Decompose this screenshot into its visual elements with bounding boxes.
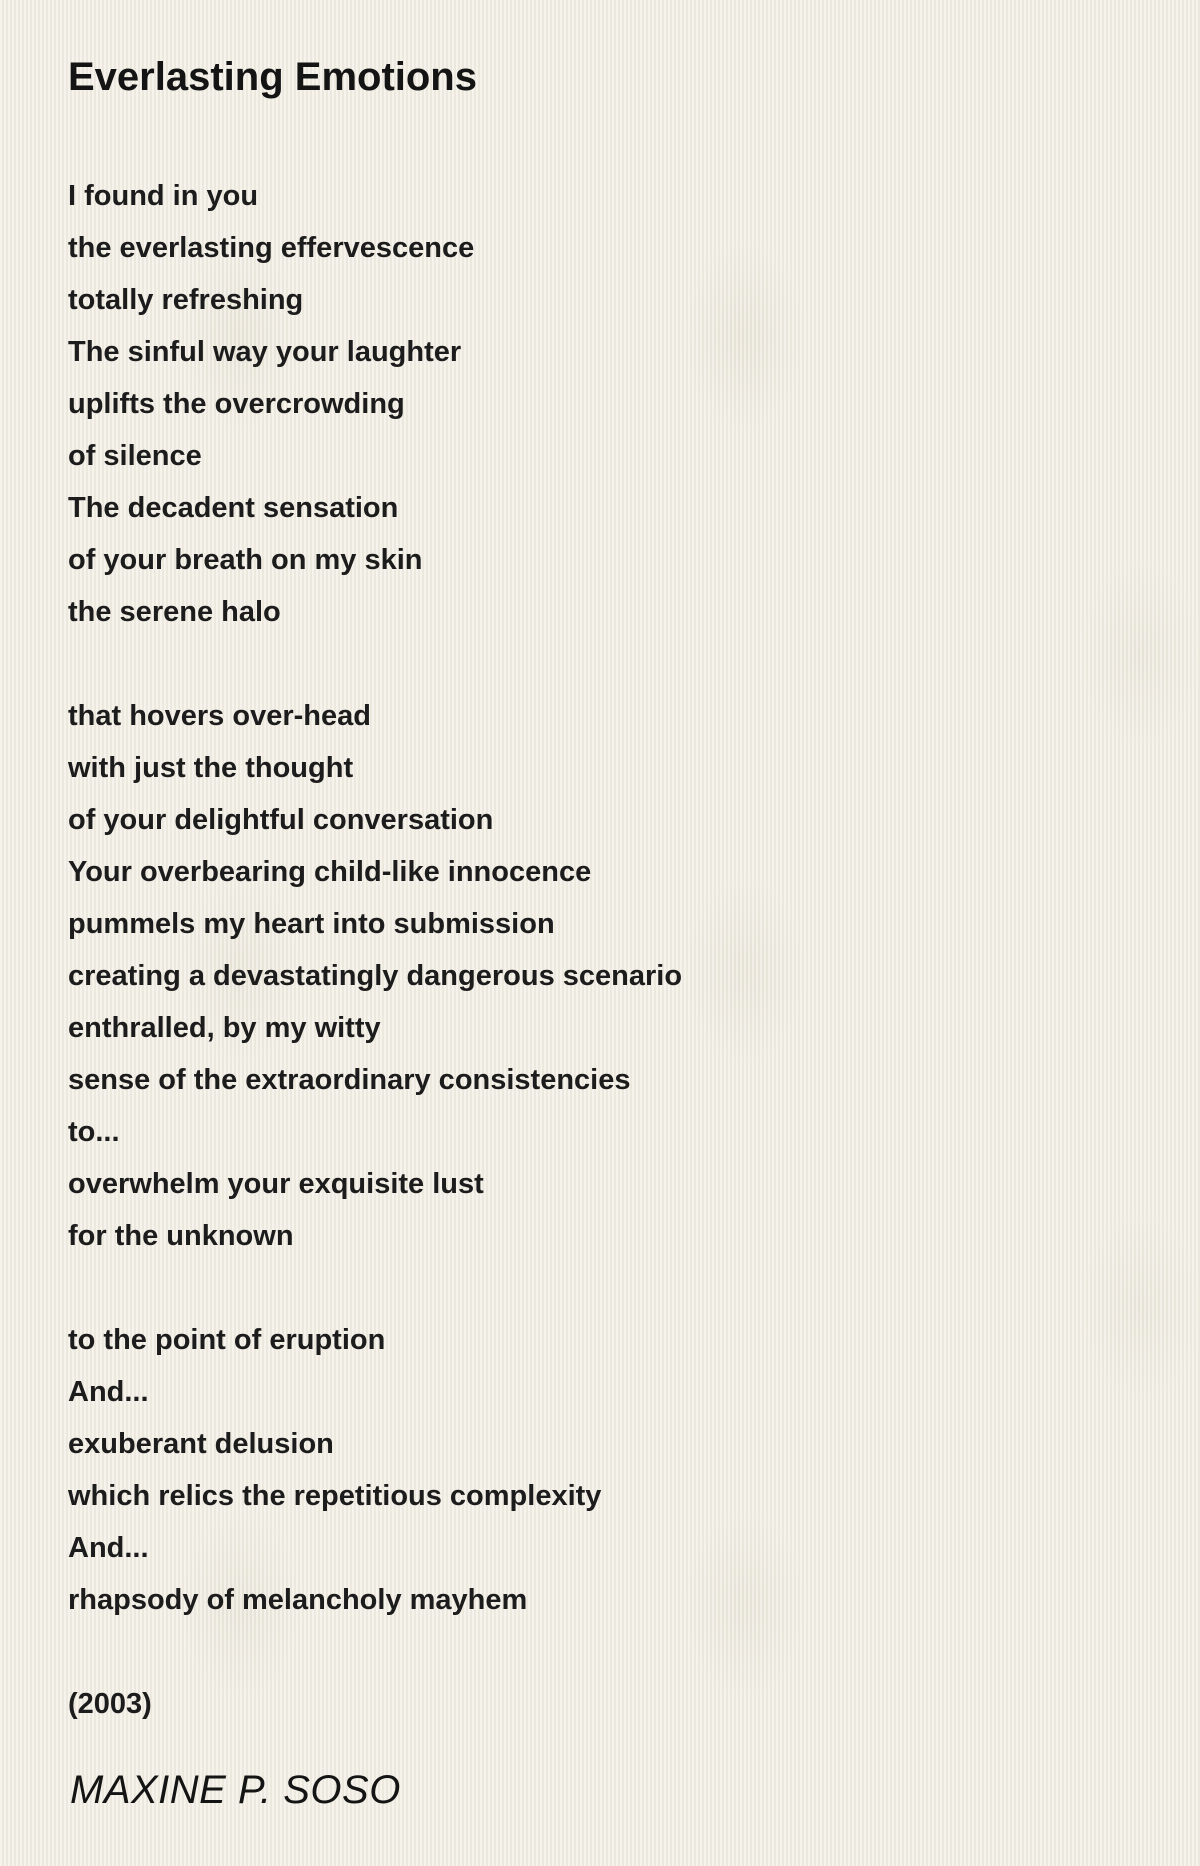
poem-body: [68, 170, 1148, 1730]
poem-line: The sinful way your laughter: [68, 336, 462, 368]
poem-line: totally refreshing: [68, 284, 304, 316]
poem-line: And...: [68, 1532, 149, 1564]
poem-line: to...: [68, 1116, 120, 1148]
poem-line: the everlasting effervescence: [68, 232, 475, 264]
poem-line: uplifts the overcrowding: [68, 388, 405, 420]
author-name: MAXINE P. SOSO: [70, 1768, 401, 1812]
poem-line: exuberant delusion: [68, 1428, 334, 1460]
poem-line: of your breath on my skin: [68, 544, 423, 576]
poem-line: sense of the extraordinary consistencies: [68, 1064, 631, 1096]
stanza-3: [68, 1314, 1148, 1626]
poem-line: to the point of eruption: [68, 1324, 386, 1356]
poem-page: [68, 48, 1148, 1730]
poem-line: I found in you: [68, 180, 259, 212]
poem-line: Your overbearing child-like innocence: [68, 856, 592, 888]
poem-line: And...: [68, 1376, 149, 1408]
poem-line: overwhelm your exquisite lust: [68, 1168, 484, 1200]
poem-line: of your delightful conversation: [68, 804, 494, 836]
poem-line: enthralled, by my witty: [68, 1012, 381, 1044]
stanza-1: [68, 170, 1148, 638]
poem-title: Everlasting Emotions: [68, 55, 477, 99]
stanza-2: [68, 690, 1148, 1262]
poem-line: of silence: [68, 440, 202, 472]
poem-line: for the unknown: [68, 1220, 294, 1252]
poem-year: (2003): [68, 1688, 152, 1720]
poem-line: that hovers over-head: [68, 700, 371, 732]
poem-line: rhapsody of melancholy mayhem: [68, 1584, 528, 1616]
poem-line: pummels my heart into submission: [68, 908, 555, 940]
poem-line: creating a devastatingly dangerous scenario: [68, 960, 683, 992]
poem-line: the serene halo: [68, 596, 281, 628]
poem-line: which relics the repetitious complexity: [68, 1480, 602, 1512]
poem-line: with just the thought: [68, 752, 354, 784]
poem-line: The decadent sensation: [68, 492, 399, 524]
